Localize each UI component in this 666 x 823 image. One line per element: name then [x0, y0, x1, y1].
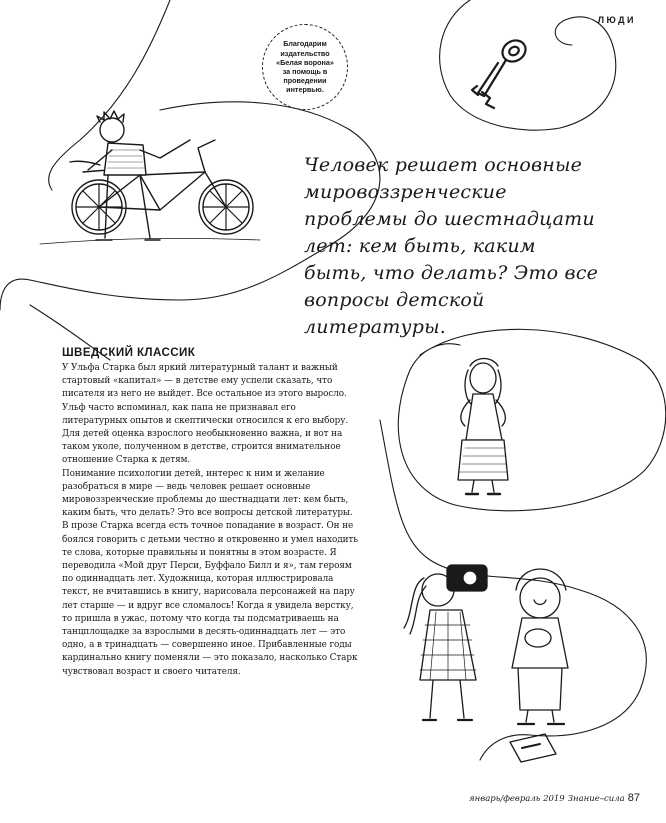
boy-with-bicycle-illustration [40, 111, 260, 244]
article-body [62, 346, 358, 679]
pull-quote: Человек решает основные мировоззренческие проблемы до шестнадцати лет: кем быть, каким быть, что делать? Это все вопросы детской литературы. [304, 154, 599, 338]
issue-date: январь/февраль 2019 [469, 794, 565, 804]
page-number: 87 [627, 792, 640, 804]
article-heading: ШВЕДСКИЙ КЛАССИК [62, 346, 196, 359]
girl-illustration [458, 359, 508, 495]
acknowledgement-badge [262, 24, 348, 110]
children-with-camera-illustration [404, 565, 568, 762]
article-paragraph: У Ульфа Старка был яркий литературный талант и важный стартовый «капитал» — в детстве ему успели сказать, что писателя из него не выйдет. Все остальное из этого выросло. Ульф часто вспоминал, как папа не признавал его литературных опытов и скептически относился к его выбору. Для детей оценка взрослого необыкновенно важна, и вот на таком уколе, полученном в детстве, строится внимательное отношение Старка к детям. [62, 363, 349, 466]
article-paragraph: Понимание психологии детей, интерес к ним и желание разобраться в мире — ведь человек решает основные мировоззренческие проблемы до шестнадцати лет: кем быть, каким быть, что делать? Это все вопросы детской литературы. [62, 468, 353, 519]
magazine-logo: Знание–сила [567, 794, 625, 804]
key-loop [440, 0, 616, 130]
page-footer [469, 792, 640, 804]
children-loop [380, 420, 646, 760]
article-paragraph: В прозе Старка всегда есть точное попадание в возраст. Он не боялся говорить с детьми честно и откровенно и умел находить те слова, которые правильны и понятны в этом возрасте. Я переводила «Мой друг Перси, Буффало Билл и я», там героям по одиннадцать лет. Художница, которая иллюстрировала текст, не вчитавшись в книгу, нарисовала персонажей на пару лет старше — и вдруг все сломалось! Когда я увидела верстку, то пришла в ужас, потому что когда ты подсматриваешь на танцплощадке за взрослыми в десять-одиннадцать лет — это одно, а в тринадцать — совершенно иное. Прибавленные годы кардинально книгу поменяли — это показало, насколько Старк чувствовал возраст и своего читателя. [62, 521, 358, 677]
girl-loop [398, 329, 665, 510]
acknowledgement-text: Благодарим издательство «Белая ворона» за помощь в проведении интервью. [276, 39, 334, 95]
key-icon [472, 36, 529, 108]
section-label: ЛЮДИ [597, 15, 636, 25]
